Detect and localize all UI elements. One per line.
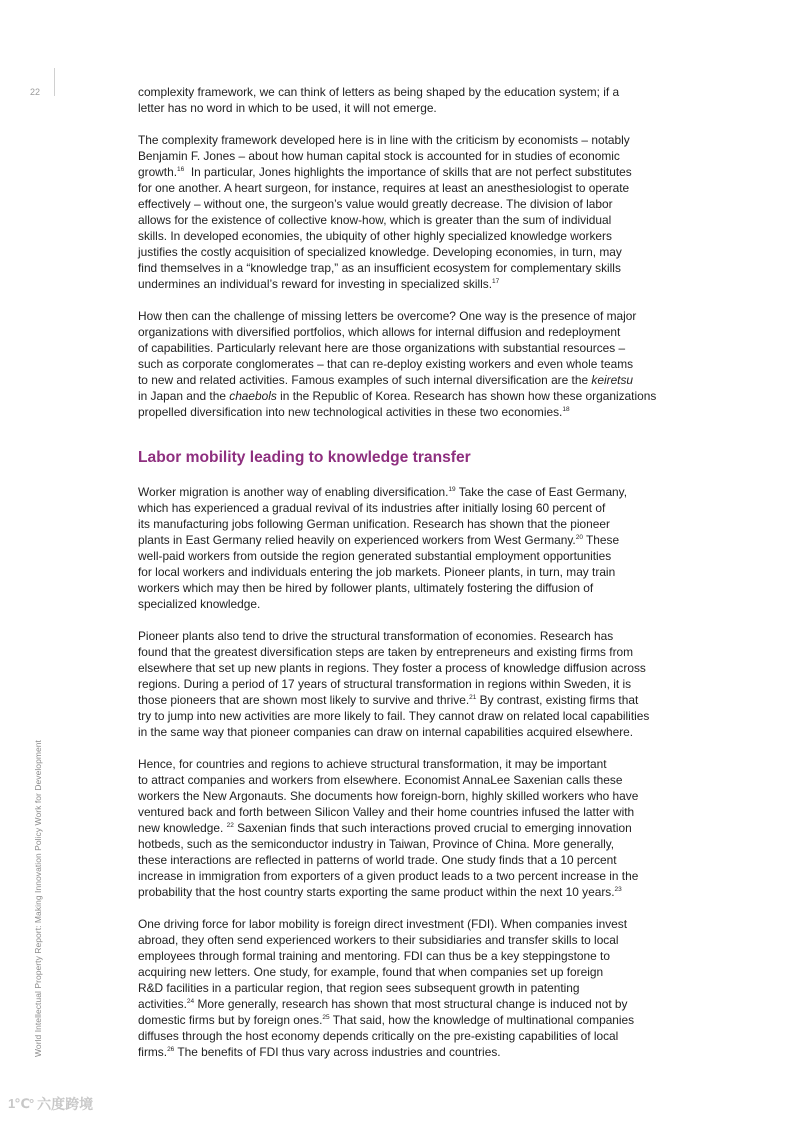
- watermark-text: 六度跨境: [37, 1096, 94, 1112]
- text-line: ventured back and forth between Silicon Valley and their home countries infused the latter with: [138, 805, 635, 819]
- text-line: of capabilities. Particularly relevant here are those organizations with substantial resources –: [138, 341, 626, 355]
- text-line: increase in immigration from exporters of a given product leads to a two percent increase in the: [138, 869, 639, 883]
- footnote-ref: 21: [469, 694, 477, 702]
- text-line: workers the New Argonauts. She documents how foreign-born, highly skilled workers who have: [138, 789, 639, 803]
- text-line: acquiring new letters. One study, for example, found that when companies set up foreign: [138, 965, 604, 979]
- text-line: undermines an individual’s reward for investing in specialized skills.$^{17}$: [138, 277, 500, 291]
- report-title-caption: World Intellectual Property Report: Making Innovation Policy Work for Development: [33, 740, 43, 1057]
- paragraph: [138, 484, 658, 612]
- text-line: justifies the costly acquisition of specialized knowledge. Developing economies, in turn, may: [138, 245, 622, 259]
- page-number: 22: [30, 87, 41, 97]
- watermark: [8, 1094, 93, 1114]
- text-line: in the same way that pioneer companies can draw on internal capabilities acquired elsewhere.: [138, 725, 634, 739]
- footnote-ref: 24: [186, 998, 195, 1006]
- text-line: complexity framework, we can think of letters as being shaped by the education system; if a: [138, 85, 620, 99]
- text-line: growth.$^{16}$ In particular, Jones highlights the importance of skills that are not perfect substitutes: [138, 165, 632, 179]
- text-line: effectively – without one, the surgeon’s value would greatly decrease. The division of labor: [138, 197, 613, 211]
- footnote-ref: 19: [448, 486, 456, 494]
- text-line: those pioneers that are shown most likely to survive and thrive.$^{21}$ By contrast, existing firms that: [138, 693, 639, 707]
- text-line: diffuses through the host economy depends critically on the pre-existing capabilities of local: [138, 1029, 619, 1043]
- text-line: workers which may then be hired by follower plants, ultimately fostering the diffusion of: [138, 581, 594, 595]
- text-line: specialized knowledge.: [138, 597, 261, 611]
- paragraph: [138, 132, 658, 292]
- text-line: try to jump into new activities are more likely to fail. They cannot draw on related local capabilities: [138, 709, 650, 723]
- text-line: for one another. A heart surgeon, for instance, requires at least an anesthesiologist to operate: [138, 181, 630, 195]
- text-line: probability that the host country starts exporting the same product within the next 10 years.$^{23}$: [138, 885, 622, 899]
- text-line: activities.$^{24}$ More generally, research has shown that most structural change is induced not by: [138, 997, 628, 1011]
- body-text: [138, 84, 658, 1060]
- footnote-ref: 16: [177, 166, 185, 174]
- text-line: these interactions are reflected in patterns of world trade. One study finds that a 10 percent: [138, 853, 617, 867]
- paragraph: [138, 308, 658, 420]
- text-line: The complexity framework developed here is in line with the criticism by economists – notably: [138, 133, 630, 147]
- text-line: such as corporate conglomerates – that can re-deploy existing workers and even whole teams: [138, 357, 634, 371]
- footnote-ref: 18: [562, 406, 570, 414]
- text-line: abroad, they often send experienced workers to their subsidiaries and transfer skills to local: [138, 933, 619, 947]
- paragraph: [138, 628, 658, 740]
- paragraph: [138, 84, 658, 116]
- watermark-logo: 1℃°: [8, 1096, 34, 1111]
- text-line: for local workers and individuals entering the job markets. Pioneer plants, in turn, may train: [138, 565, 616, 579]
- text-line: to attract companies and workers from elsewhere. Economist AnnaLee Saxenian calls these: [138, 773, 623, 787]
- page-number-divider: [54, 68, 55, 96]
- text-line: which has experienced a gradual revival of its industries after initially losing 60 percent of: [138, 501, 606, 515]
- text-line: elsewhere that set up new plants in regions. They foster a process of knowledge diffusion across: [138, 661, 646, 675]
- text-line: firms.$^{26}$ The benefits of FDI thus vary across industries and countries.: [138, 1045, 501, 1059]
- text-line: organizations with diversified portfolios, which allows for internal diffusion and redeployment: [138, 325, 621, 339]
- text-line: Worker migration is another way of enabling diversification.$^{19}$ Take the case of East Germany,: [138, 485, 628, 499]
- text-line: domestic firms but by foreign ones.$^{25}$ That said, how the knowledge of multinational companies: [138, 1013, 635, 1027]
- text-line: Benjamin F. Jones – about how human capital stock is accounted for in studies of economic: [138, 149, 620, 163]
- text-line: plants in East Germany relied heavily on experienced workers from West Germany.$^{20}$ These: [138, 533, 620, 547]
- text-line: letter has no word in which to be used, it will not emerge.: [138, 101, 437, 115]
- text-line: propelled diversification into new technological activities in these two economies.$^{18}$: [138, 405, 570, 419]
- text-line: Pioneer plants also tend to drive the structural transformation of economies. Research has: [138, 629, 614, 643]
- footnote-ref: 25: [322, 1014, 330, 1022]
- text-line: find themselves in a “knowledge trap,” as an insufficient ecosystem for complementary skills: [138, 261, 621, 275]
- footnote-ref: 22: [226, 822, 234, 830]
- text-line: How then can the challenge of missing letters be overcome? One way is the presence of major: [138, 309, 637, 323]
- section-heading: Labor mobility leading to knowledge transfer: [138, 449, 471, 466]
- text-line: well-paid workers from outside the region generated substantial employment opportunities: [138, 549, 612, 563]
- footnote-ref: 23: [614, 886, 622, 894]
- text-line: in Japan and the chaebols in the Republic of Korea. Research has shown how these organizations: [138, 389, 657, 403]
- text-line: hotbeds, such as the semiconductor industry in Taiwan, Province of China. More generally,: [138, 837, 615, 851]
- text-line: R&D facilities in a particular region, that region sees subsequent growth in patenting: [138, 981, 580, 995]
- text-line: Hence, for countries and regions to achieve structural transformation, it may be important: [138, 757, 607, 771]
- text-line: allows for the existence of collective know-how, which is greater than the sum of individual: [138, 213, 612, 227]
- paragraph: [138, 756, 658, 900]
- text-line: skills. In developed economies, the ubiquity of other highly specialized knowledge workers: [138, 229, 612, 243]
- footnote-ref: 17: [492, 278, 500, 286]
- text-line: to new and related activities. Famous examples of such internal diversification are the keiretsu: [138, 373, 634, 387]
- text-line: employees through formal training and mentoring. FDI can thus be a key steppingstone to: [138, 949, 610, 963]
- footnote-ref: 26: [167, 1046, 175, 1054]
- text-line: regions. During a period of 17 years of structural transformation in regions within Sweden, it is: [138, 677, 632, 691]
- text-line: One driving force for labor mobility is foreign direct investment (FDI). When companies invest: [138, 917, 628, 931]
- footnote-ref: 20: [575, 534, 583, 542]
- text-line: its manufacturing jobs following German unification. Research has shown that the pioneer: [138, 517, 610, 531]
- paragraph: [138, 916, 658, 1060]
- text-line: new knowledge. $^{22}$ Saxenian finds that such interactions proved crucial to emerging innovation: [138, 821, 632, 835]
- text-line: found that the greatest diversification steps are taken by entrepreneurs and existing firms from: [138, 645, 634, 659]
